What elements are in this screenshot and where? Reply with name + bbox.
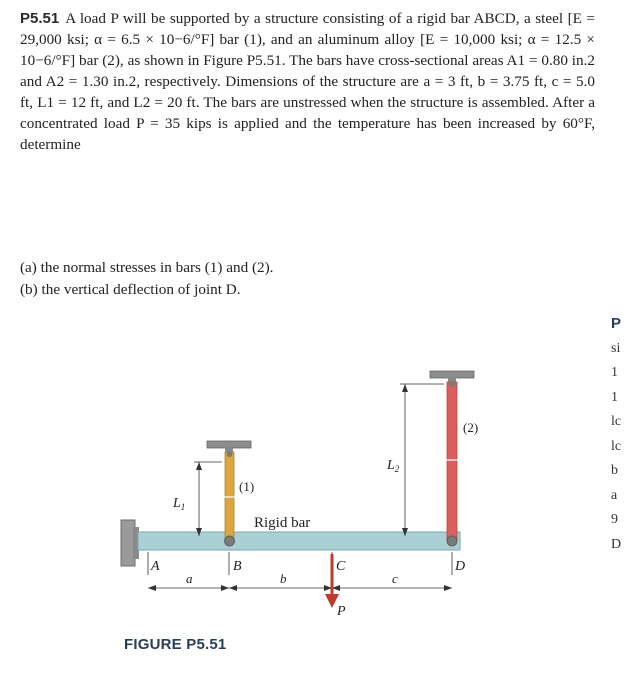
rigid-bar xyxy=(138,532,460,550)
pin-bar2-top xyxy=(449,381,455,387)
label-bar1: (1) xyxy=(239,479,255,494)
pin-bar1-top xyxy=(227,451,233,457)
dim-arrow-b-left xyxy=(229,585,237,591)
problem-number: P5.51 xyxy=(20,10,60,27)
dim-arrow-a-left xyxy=(148,585,156,591)
dim-arrow-c-right xyxy=(444,585,452,591)
fragment: P xyxy=(611,315,622,332)
label-c: c xyxy=(392,571,398,586)
L2-arrow-top xyxy=(402,384,408,392)
bar1-top-support xyxy=(207,441,251,448)
L1-arrow-top xyxy=(196,462,202,470)
fragment: si xyxy=(611,340,621,356)
part-a: (a) the normal stresses in bars (1) and (2). xyxy=(20,259,274,276)
fragment: lc xyxy=(611,438,622,454)
label-b: b xyxy=(280,571,287,586)
fragment: 1 xyxy=(611,365,618,380)
label-C: C xyxy=(336,559,346,574)
problem-text: A load P will be supported by a structure consisting of a rigid bar ABCD, a steel [E = 29,000 ksi; α = 6.5 × 10−6/°F] bar (1), and an aluminum alloy [E = 10,000 ksi; α = 12.5 × 10−6/°F] bar (2), as shown in Figure P5.51. The bars have cross-sectional areas A1 = 0.80 in.2 and A2 = 1.30 in.2, respectively. Dimensions of the structure are a = 3 ft, b = 3.75 ft, c = 5.0 ft, L1 = 12 ft, and L2 = 20 ft. The bars are unstressed when the structure is assembled. After a concentrated load P = 35 kips is applied and the temperature has been increased by 60°F, determine xyxy=(20,10,595,153)
fragment: 1 xyxy=(611,389,618,405)
label-L2: $L_2$ xyxy=(387,458,400,474)
fragment: lc xyxy=(611,414,622,429)
pin-D xyxy=(447,536,457,546)
label-a: a xyxy=(186,571,193,586)
label-bar2: (2) xyxy=(463,420,479,435)
fragment: b xyxy=(611,463,618,478)
label-P: P xyxy=(337,604,346,619)
label-A: A xyxy=(151,559,160,574)
bar1-steel xyxy=(225,452,234,540)
dim-arrow-a-right xyxy=(221,585,229,591)
label-L1: $L_1$ xyxy=(173,496,186,512)
fragment: a xyxy=(611,487,618,503)
pin-B xyxy=(225,536,235,546)
fragment: 9 xyxy=(611,512,618,527)
figure-caption: FIGURE P5.51 xyxy=(124,636,227,653)
part-b: (b) the vertical deflection of joint D. xyxy=(20,281,241,298)
label-D: D xyxy=(455,559,466,574)
bar2-aluminum xyxy=(447,382,457,540)
bar2-top-support xyxy=(430,371,474,378)
label-rigid-bar: Rigid bar xyxy=(254,515,311,531)
label-B: B xyxy=(233,559,242,574)
fragment: D xyxy=(611,536,622,552)
wall-support xyxy=(121,520,135,566)
